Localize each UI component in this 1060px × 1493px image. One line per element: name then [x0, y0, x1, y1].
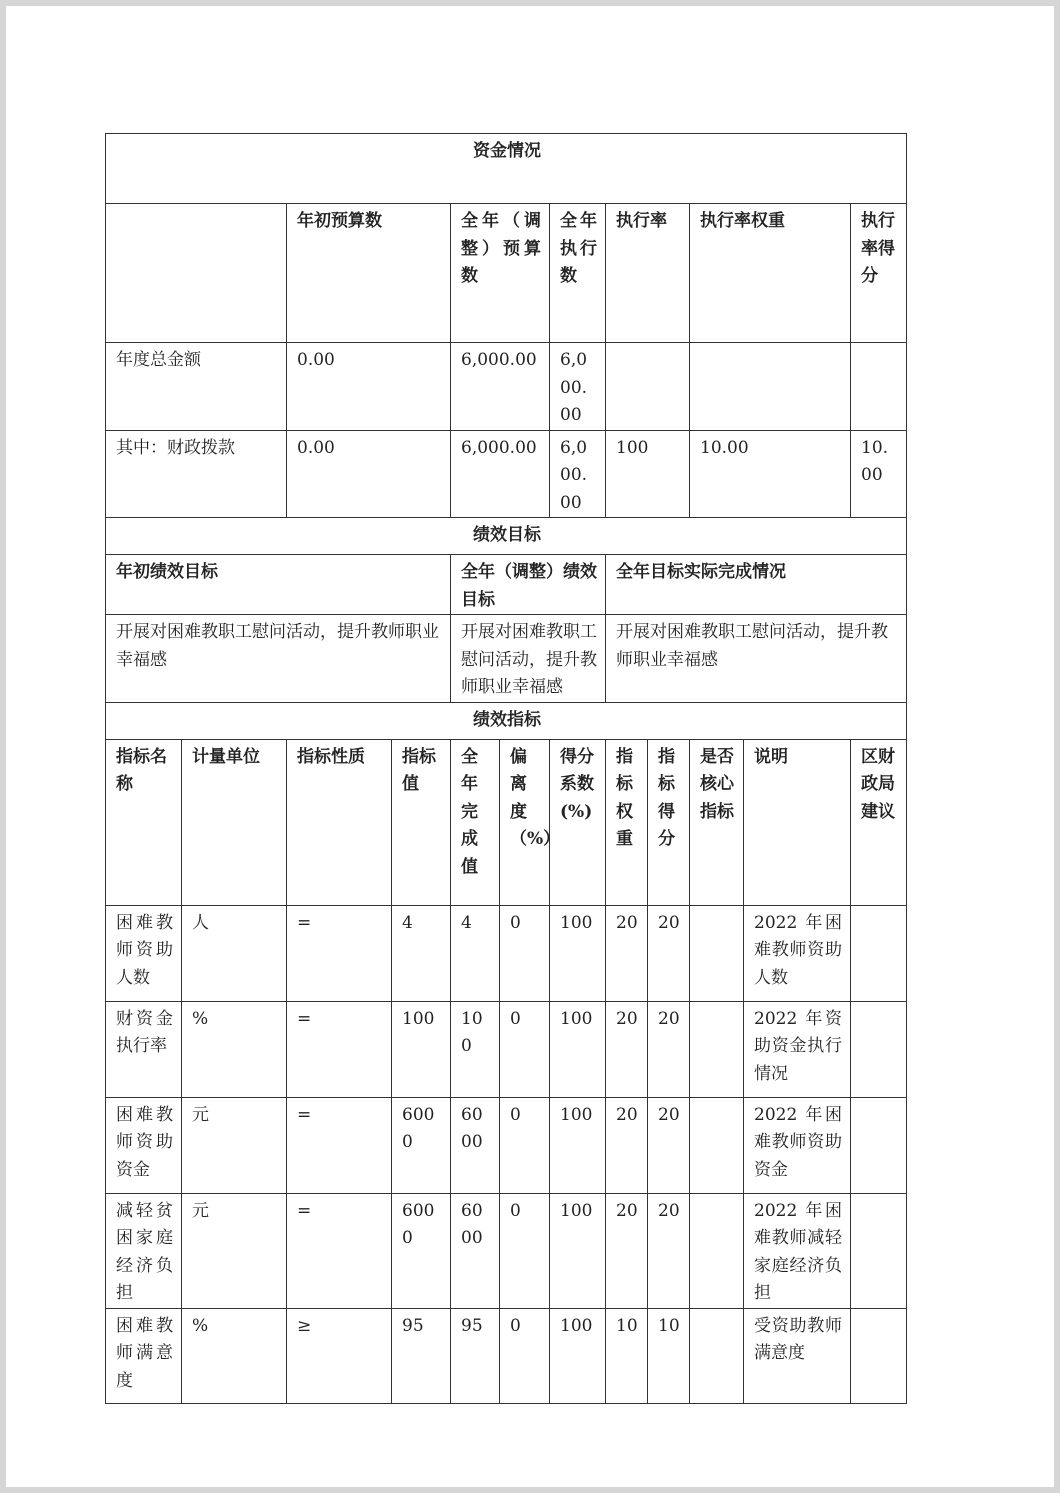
indicator-advice	[851, 1308, 907, 1403]
indicator-score: 10	[648, 1308, 690, 1403]
indicator-deviation: 0	[500, 1001, 550, 1097]
funds-initial-value: 0.00	[287, 343, 451, 431]
indicator-header-actual: 全年完成值	[451, 739, 500, 905]
indicator-score: 20	[648, 1001, 690, 1097]
goals-adjusted-text: 开展对困难教职工慰问活动，提升教师职业幸福感	[451, 615, 606, 703]
indicator-actual: 95	[451, 1308, 500, 1403]
funds-rate-value	[606, 343, 690, 431]
indicator-header-value: 指标值	[392, 739, 451, 905]
indicator-weight: 10	[606, 1308, 648, 1403]
funds-header-row	[106, 204, 907, 343]
funds-rate-value: 100	[606, 430, 690, 518]
indicator-actual: 6000	[451, 1097, 500, 1193]
indicator-deviation: 0	[500, 1193, 550, 1308]
indicator-nature: =	[287, 905, 392, 1001]
funds-header-score: 执行率得分	[851, 204, 907, 343]
indicator-score: 20	[648, 905, 690, 1001]
indicator-note: 2022 年资助资金执行情况	[744, 1001, 851, 1097]
goals-header-adjusted: 全年（调整）绩效目标	[451, 555, 606, 615]
indicator-deviation: 0	[500, 905, 550, 1001]
indicator-value: 4	[392, 905, 451, 1001]
indicator-unit: %	[182, 1308, 287, 1403]
indicator-name: 困难教师资助人数	[106, 905, 182, 1001]
indicator-header-weight: 指标权重	[606, 739, 648, 905]
indicator-advice	[851, 1193, 907, 1308]
funds-header-blank	[106, 204, 287, 343]
indicator-unit: 人	[182, 905, 287, 1001]
funds-row-fiscal	[106, 430, 907, 518]
indicator-row	[106, 1001, 907, 1097]
funds-weight-value: 10.00	[690, 430, 851, 518]
indicator-unit: 元	[182, 1193, 287, 1308]
indicator-advice	[851, 905, 907, 1001]
performance-table	[105, 133, 907, 1404]
indicator-name: 财资金执行率	[106, 1001, 182, 1097]
indicator-value: 6000	[392, 1097, 451, 1193]
funds-adjusted-value: 6,000.00	[451, 430, 550, 518]
indicator-header-name: 指标名称	[106, 739, 182, 905]
indicator-header-score: 指标得分	[648, 739, 690, 905]
indicator-nature: =	[287, 1193, 392, 1308]
goals-initial-text: 开展对困难教职工慰问活动，提升教师职业幸福感	[106, 615, 451, 703]
funds-header-rate: 执行率	[606, 204, 690, 343]
indicator-deviation: 0	[500, 1097, 550, 1193]
indicator-unit: 元	[182, 1097, 287, 1193]
goals-value-row	[106, 615, 907, 703]
indicator-row	[106, 1308, 907, 1403]
indicator-nature: =	[287, 1001, 392, 1097]
indicator-core	[690, 1308, 744, 1403]
funds-score-value: 10.00	[851, 430, 907, 518]
indicator-header-advice: 区财政局建议	[851, 739, 907, 905]
indicator-header-deviation: 偏离度（%）	[500, 739, 550, 905]
indicator-advice	[851, 1001, 907, 1097]
indicator-note: 2022 年困难教师资助资金	[744, 1097, 851, 1193]
indicator-coef: 100	[550, 1308, 606, 1403]
indicator-actual: 6000	[451, 1193, 500, 1308]
indicator-score: 20	[648, 1193, 690, 1308]
indicator-header-nature: 指标性质	[287, 739, 392, 905]
indicator-weight: 20	[606, 905, 648, 1001]
indicator-note: 受资助教师满意度	[744, 1308, 851, 1403]
indicator-score: 20	[648, 1097, 690, 1193]
indicator-core	[690, 1097, 744, 1193]
indicator-row	[106, 905, 907, 1001]
indicator-weight: 20	[606, 1097, 648, 1193]
funds-row-label: 其中：财政拨款	[106, 430, 287, 518]
indicator-value: 95	[392, 1308, 451, 1403]
funds-weight-value	[690, 343, 851, 431]
funds-initial-value: 0.00	[287, 430, 451, 518]
funds-row-total	[106, 343, 907, 431]
indicator-actual: 100	[451, 1001, 500, 1097]
indicator-header-unit: 计量单位	[182, 739, 287, 905]
indicator-coef: 100	[550, 1193, 606, 1308]
indicators-section-row	[106, 702, 907, 739]
indicator-name: 减轻贫困家庭经济负担	[106, 1193, 182, 1308]
goals-header-actual: 全年目标实际完成情况	[606, 555, 907, 615]
indicators-header-row	[106, 739, 907, 905]
indicator-header-note: 说明	[744, 739, 851, 905]
indicator-header-core: 是否核心指标	[690, 739, 744, 905]
indicator-value: 6000	[392, 1193, 451, 1308]
indicator-nature: =	[287, 1097, 392, 1193]
indicator-note: 2022 年困难教师资助人数	[744, 905, 851, 1001]
indicator-row	[106, 1097, 907, 1193]
indicator-core	[690, 905, 744, 1001]
goals-header-row	[106, 555, 907, 615]
funds-section-title: 资金情况	[106, 134, 907, 204]
indicator-core	[690, 1193, 744, 1308]
indicator-weight: 20	[606, 1193, 648, 1308]
indicator-deviation: 0	[500, 1308, 550, 1403]
indicator-coef: 100	[550, 1001, 606, 1097]
indicators-section-title: 绩效指标	[106, 702, 907, 739]
goals-section-row	[106, 518, 907, 555]
indicator-name: 困难教师资助资金	[106, 1097, 182, 1193]
indicator-advice	[851, 1097, 907, 1193]
indicator-note: 2022 年困难教师减轻家庭经济负担	[744, 1193, 851, 1308]
funds-executed-value: 6,000.00	[550, 430, 606, 518]
goals-section-title: 绩效目标	[106, 518, 907, 555]
funds-executed-value: 6,000.00	[550, 343, 606, 431]
funds-header-weight: 执行率权重	[690, 204, 851, 343]
funds-header-initial: 年初预算数	[287, 204, 451, 343]
indicator-name: 困难教师满意度	[106, 1308, 182, 1403]
funds-header-adjusted: 全年（调整）预算数	[451, 204, 550, 343]
indicator-value: 100	[392, 1001, 451, 1097]
indicator-unit: %	[182, 1001, 287, 1097]
funds-header-executed: 全年执行数	[550, 204, 606, 343]
indicator-row	[106, 1193, 907, 1308]
goals-actual-text: 开展对困难教职工慰问活动，提升教师职业幸福感	[606, 615, 907, 703]
funds-row-label: 年度总金额	[106, 343, 287, 431]
indicator-coef: 100	[550, 905, 606, 1001]
goals-header-initial: 年初绩效目标	[106, 555, 451, 615]
funds-section-row	[106, 134, 907, 204]
indicator-weight: 20	[606, 1001, 648, 1097]
indicator-nature: ≥	[287, 1308, 392, 1403]
indicator-coef: 100	[550, 1097, 606, 1193]
indicator-core	[690, 1001, 744, 1097]
document-page	[6, 6, 1054, 1487]
indicator-header-coef: 得分系数(%)	[550, 739, 606, 905]
funds-score-value	[851, 343, 907, 431]
indicator-actual: 4	[451, 905, 500, 1001]
funds-adjusted-value: 6,000.00	[451, 343, 550, 431]
